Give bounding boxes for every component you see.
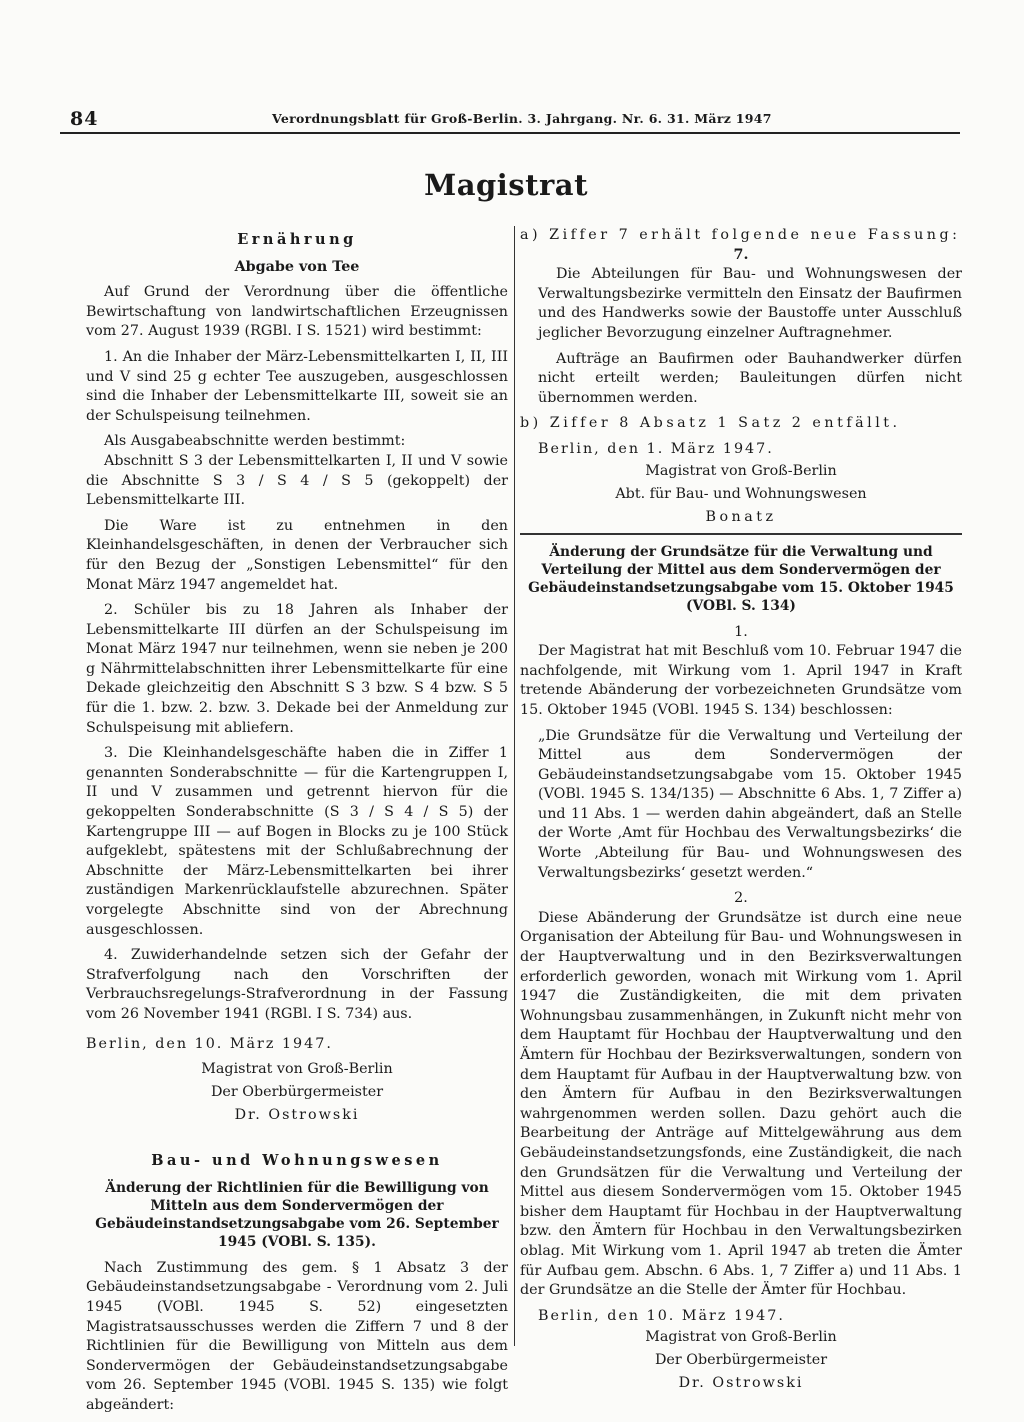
number-7: 7. — [733, 246, 749, 263]
paragraph-abschnitt: Abschnitt S 3 der Lebensmittelkarten I, II und V sowie die Abschnitte S 3 / S 4 / S 5 (gekoppelt) der Lebensmittelkarte III. — [86, 452, 508, 509]
section-heading-grundsaetze: Änderung der Grundsätze für die Verwaltung und Verteilung der Mittel aus dem Sondervermögen der Gebäudeinstandsetzungsabgabe vom 15. Oktober 1945 (VOBl. S. 134) — [528, 543, 954, 614]
signature-1-line-1: Magistrat von Groß-Berlin — [201, 1061, 393, 1078]
right-column — [520, 226, 962, 1395]
ziffer-b-label: b) Ziffer 8 Absatz 1 Satz 2 entfällt. — [520, 415, 901, 432]
date-line-2: Berlin, den 1. März 1947. — [538, 440, 774, 457]
signature-block-3 — [520, 1326, 962, 1395]
column-divider — [514, 226, 515, 1346]
signature-2-line-3: Bonatz — [705, 508, 777, 525]
section-subheading-tee: Abgabe von Tee — [234, 258, 360, 275]
signature-1-line-2: Der Oberbürgermeister — [210, 1084, 384, 1101]
signature-2-line-2: Abt. für Bau- und Wohnungswesen — [615, 485, 867, 502]
signature-1-line-3: Dr. Ostrowski — [234, 1107, 360, 1124]
number-1: 1. — [734, 623, 748, 640]
signature-block-2 — [520, 460, 962, 529]
paragraph-nach: Nach Zustimmung des gem. § 1 Absatz 3 der Gebäudeinstandsetzungsabgabe - Verordnung vom 2. Juli 1945 (VOBl. 1945 S. 52) eingesetzten Magistratsausschusses werden die Ziffern 7 und 8 der Richtlinien für die Bewilligung von Mitteln aus dem Sondervermögen der Gebäudeinstandsetzungsabgabe vom 26. September 1945 (VOBl. 1945 S. 135) wie folgt abgeändert: — [86, 1259, 508, 1413]
left-column — [86, 226, 508, 1422]
page-header — [60, 108, 960, 134]
main-title — [0, 168, 1024, 202]
header-title: Verordnungsblatt für Groß-Berlin. 3. Jahrgang. Nr. 6. 31. März 1947 — [272, 111, 772, 126]
paragraph-4: 4. Zuwiderhandelnde setzen sich der Gefahr der Strafverfolgung nach den Vorschriften der Verbrauchsregelungs-Strafverordnung in der Fassung vom 26 November 1941 (RGBl. I S. 734) aus. — [86, 947, 508, 1022]
signature-block-1 — [86, 1058, 508, 1127]
section-heading-ernaehrung: Ernährung — [237, 231, 357, 248]
signature-2-line-1: Magistrat von Groß-Berlin — [645, 462, 837, 479]
section-rule — [520, 533, 962, 535]
paragraph-quote: „Die Grundsätze für die Verwaltung und Verteilung der Mittel aus dem Sondervermögen der Gebäudeinstandsetzungsabgabe vom 15. Oktober 1945 (VOBl. 1945 S. 134/135) — Abschnitte 6 Abs. 1, 7 Ziffer a) und 11 Abs. 1 — werden dahin abgeändert, daß an Stelle der Worte ‚Amt für Hochbau des Verwaltungsbezirks‘ die Worte ‚Abteilung für Bau- und Wohnungswesen des Verwaltungsbezirks‘ gesetzt werden.“ — [538, 727, 962, 881]
signature-3-line-2: Der Oberbürgermeister — [654, 1352, 828, 1369]
signature-3-line-3: Dr. Ostrowski — [678, 1375, 804, 1392]
main-title-text: Magistrat — [424, 168, 588, 202]
page-number: 84 — [70, 108, 99, 130]
ziffer-a-label: a) Ziffer 7 erhält folgende neue Fassung: — [520, 227, 961, 243]
section-heading-bau: Bau- und Wohnungswesen — [151, 1152, 443, 1170]
date-line-3: Berlin, den 10. März 1947. — [538, 1307, 785, 1324]
paragraph-ware: Die Ware ist zu entnehmen in den Kleinhandelsgeschäften, in denen der Verbraucher sich für den Bezug der „Sonstigen Lebensmittel“ für den Monat März 1947 angemeldet hat. — [86, 517, 508, 593]
paragraph-auftraege: Aufträge an Baufirmen oder Bauhandwerker dürfen nicht erteilt werden; Bauleitungen dürfen nicht übernommen werden. — [538, 350, 962, 406]
signature-3-line-1: Magistrat von Groß-Berlin — [645, 1329, 837, 1346]
paragraph-intro: Auf Grund der Verordnung über die öffentliche Bewirtschaftung von landwirtschaftlichen Erzeugnissen vom 27. August 1939 (RGBl. I S. 1521) wird bestimmt: — [86, 284, 508, 340]
paragraph-diese: Diese Abänderung der Grundsätze ist durch eine neue Organisation der Abteilung für Bau- und Wohnungswesen in der Hauptverwaltung und in den Bezirksverwaltungen erforderlich geworden, wonach mit Wirkung vom 1. April 1947 die Zuständigkeiten, die mit dem privaten Wohnungsbau zusammenhängen, in Zukunft nicht mehr von dem Hauptamt für Hochbau der Hauptverwaltung und den Ämtern für Hochbau der Bezirksverwaltungen, sondern von dem Hauptamt für Aufbau in der Hauptverwaltung bzw. von den Ämtern für Aufbau in den Bezirksverwaltungen wahrgenommen werden sollen. Dazu gehört auch die Bearbeitung der Anträge auf Mittelgewährung aus dem Gebäudeinstandsetzungsfonds, eine Zuständigkeit, die nach den Grundsätzen für die Verwaltung und Verteilung der Mittel aus diesem Sondervermögen vom 15. Oktober 1945 bisher dem Hauptamt für Hochbau in der Hauptverwaltung bzw. den Ämtern für Hochbau in den Verwaltungsbezirken oblag. Mit Wirkung vom 1. April 1947 ab treten die Ämter für Aufbau gem. Abschn. 6 Abs. 1, 7 Ziffer a) und 11 Abs. 1 der Grundsätze an die Stelle der Ämter für Hochbau. — [520, 909, 962, 1299]
paragraph-2: 2. Schüler bis zu 18 Jahren als Inhaber der Lebensmittelkarte III dürfen an der Schulspeisung im Monat März 1947 nur teilnehmen, wenn sie neben je 200 g Nährmittelabschnitten ihrer Lebensmittelkarte für eine Dekade gleichzeitig den Abschnitt S 3 bzw. S 4 bzw. S 5 für die 1. bzw. 2. bzw. 3. Dekade bei der Anmeldung zur Schulspeisung mit abliefern. — [86, 602, 508, 736]
section-subheading-richtlinien: Änderung der Richtlinien für die Bewilligung von Mitteln aus dem Sondervermögen der Gebäudeinstandsetzungsabgabe vom 26. September 1945 (VOBl. S. 135). — [95, 1179, 499, 1250]
paragraph-abteilungen: Die Abteilungen für Bau- und Wohnungswesen der Verwaltungsbezirke vermitteln den Einsatz der Baufirmen und des Handwerks sowie der Baustoffe unter Ausschluß jeglicher Bevorzugung einzelner Auftragnehmer. — [538, 266, 962, 341]
paragraph-1: 1. An die Inhaber der März-Lebensmittelkarten I, II, III und V sind 25 g echter Tee auszugeben, ausgeschlossen sind die Inhaber der Lebensmittelkarte III, soweit sie an der Schulspeisung teilnehmen. — [86, 348, 508, 424]
number-2: 2. — [734, 890, 748, 907]
ziffer-7-block — [520, 265, 962, 408]
paragraph-3: 3. Die Kleinhandelsgeschäfte haben die in Ziffer 1 genannten Sonderabschnitte — für die Kartengruppen I, II und V zusammen und getrennt hiervon für die gekoppelten Sonderabschnitte (S 3 / S 4 / S 5) der Kartengruppe III — auf Bogen in Blocks zu je 100 Stück aufgeklebt, spätestens mit der Schlußabrechnung der Abschnitte der März-Lebensmittelkarten bei ihrer zuständigen Markenrücklaufstelle abzurechnen. Später vorgelegte Abschnitte sind von der Abrechnung ausgeschlossen. — [86, 745, 508, 938]
date-line-1: Berlin, den 10. März 1947. — [86, 1035, 333, 1052]
paragraph-ausgabe: Als Ausgabeabschnitte werden bestimmt: — [104, 433, 406, 450]
paragraph-magistrat: Der Magistrat hat mit Beschluß vom 10. Februar 1947 die nachfolgende, mit Wirkung vom 1. April 1947 in Kraft tretende Abänderung der vorbezeichneten Grundsätze vom 15. Oktober 1945 (VOBl. 1945 S. 134) beschlossen: — [520, 643, 962, 718]
